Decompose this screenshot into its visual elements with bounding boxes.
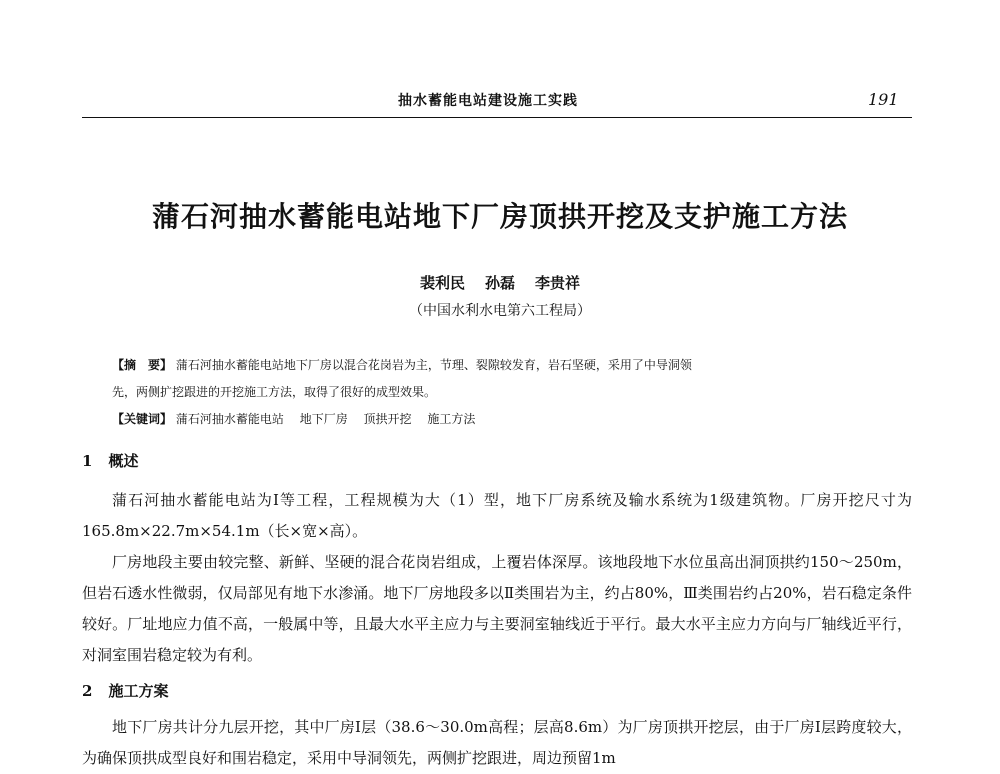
abstract-label: 【摘 要】 [112,358,173,372]
page-number: 191 [868,90,899,109]
abstract-line-continued: 先，两侧扩挖跟进的开挖施工方法，取得了很好的成型效果。 [112,385,437,399]
keywords-line [112,410,902,427]
keyword: 地下厂房 [299,412,348,426]
section-number: 1 [82,452,93,470]
section-title: 概述 [108,452,139,470]
section-number: 2 [82,682,93,700]
article-title: 蒲石河抽水蓄能电站地下厂房顶拱开挖及支护施工方法 [151,200,848,233]
section-heading [82,680,168,701]
author-list [0,272,1000,293]
keyword: 施工方法 [427,412,476,426]
author-name: 裴利民 [419,274,465,292]
section-heading [82,450,138,471]
body-paragraph: 地下厂房共计分九层开挖，其中厂房Ⅰ层（38.6～30.0m高程；层高8.6m）为厂房顶拱开挖层，由于厂房Ⅰ层跨度较大，为确保顶拱成型良好和围岩稳定，采用中导洞领先，两侧扩挖跟进，周边预留1m [82,718,912,767]
author-affiliation: （中国水利水电第六工程局） [409,303,591,319]
author-name: 李贵祥 [535,274,581,292]
header-rule [82,117,912,118]
running-title: 抽水蓄能电站建设施工实践 [398,93,578,109]
body-paragraph: 厂房地段主要由较完整、新鲜、坚硬的混合花岗岩组成，上覆岩体深厚。该地段地下水位虽高出洞顶拱约150～250m，但岩石透水性微弱，仅局部见有地下水渗涌。地下厂房地段多以Ⅱ类围岩为主，约占80%，Ⅲ类围岩约占20%，岩石稳定条件较好。厂址地应力值不高，一般属中等，且最大水平主应力与主要洞室轴线近于平行。最大水平主应力方向与厂轴线近平行，对洞室围岩稳定较为有利。 [82,553,912,664]
section-title: 施工方案 [108,682,169,700]
keyword: 顶拱开挖 [363,412,412,426]
author-name: 孙磊 [484,274,515,292]
body-paragraph: 蒲石河抽水蓄能电站为Ⅰ等工程，工程规模为大（1）型，地下厂房系统及输水系统为1级建筑物。厂房开挖尺寸为165.8m×22.7m×54.1m（长×宽×高）。 [82,491,912,540]
keywords-label: 【关键词】 [112,412,173,426]
keyword: 蒲石河抽水蓄能电站 [175,412,284,426]
abstract-line [112,356,902,373]
abstract-text: 蒲石河抽水蓄能电站地下厂房以混合花岗岩为主，节理、裂隙较发育，岩石坚硬，采用了中导洞领 [175,358,692,372]
